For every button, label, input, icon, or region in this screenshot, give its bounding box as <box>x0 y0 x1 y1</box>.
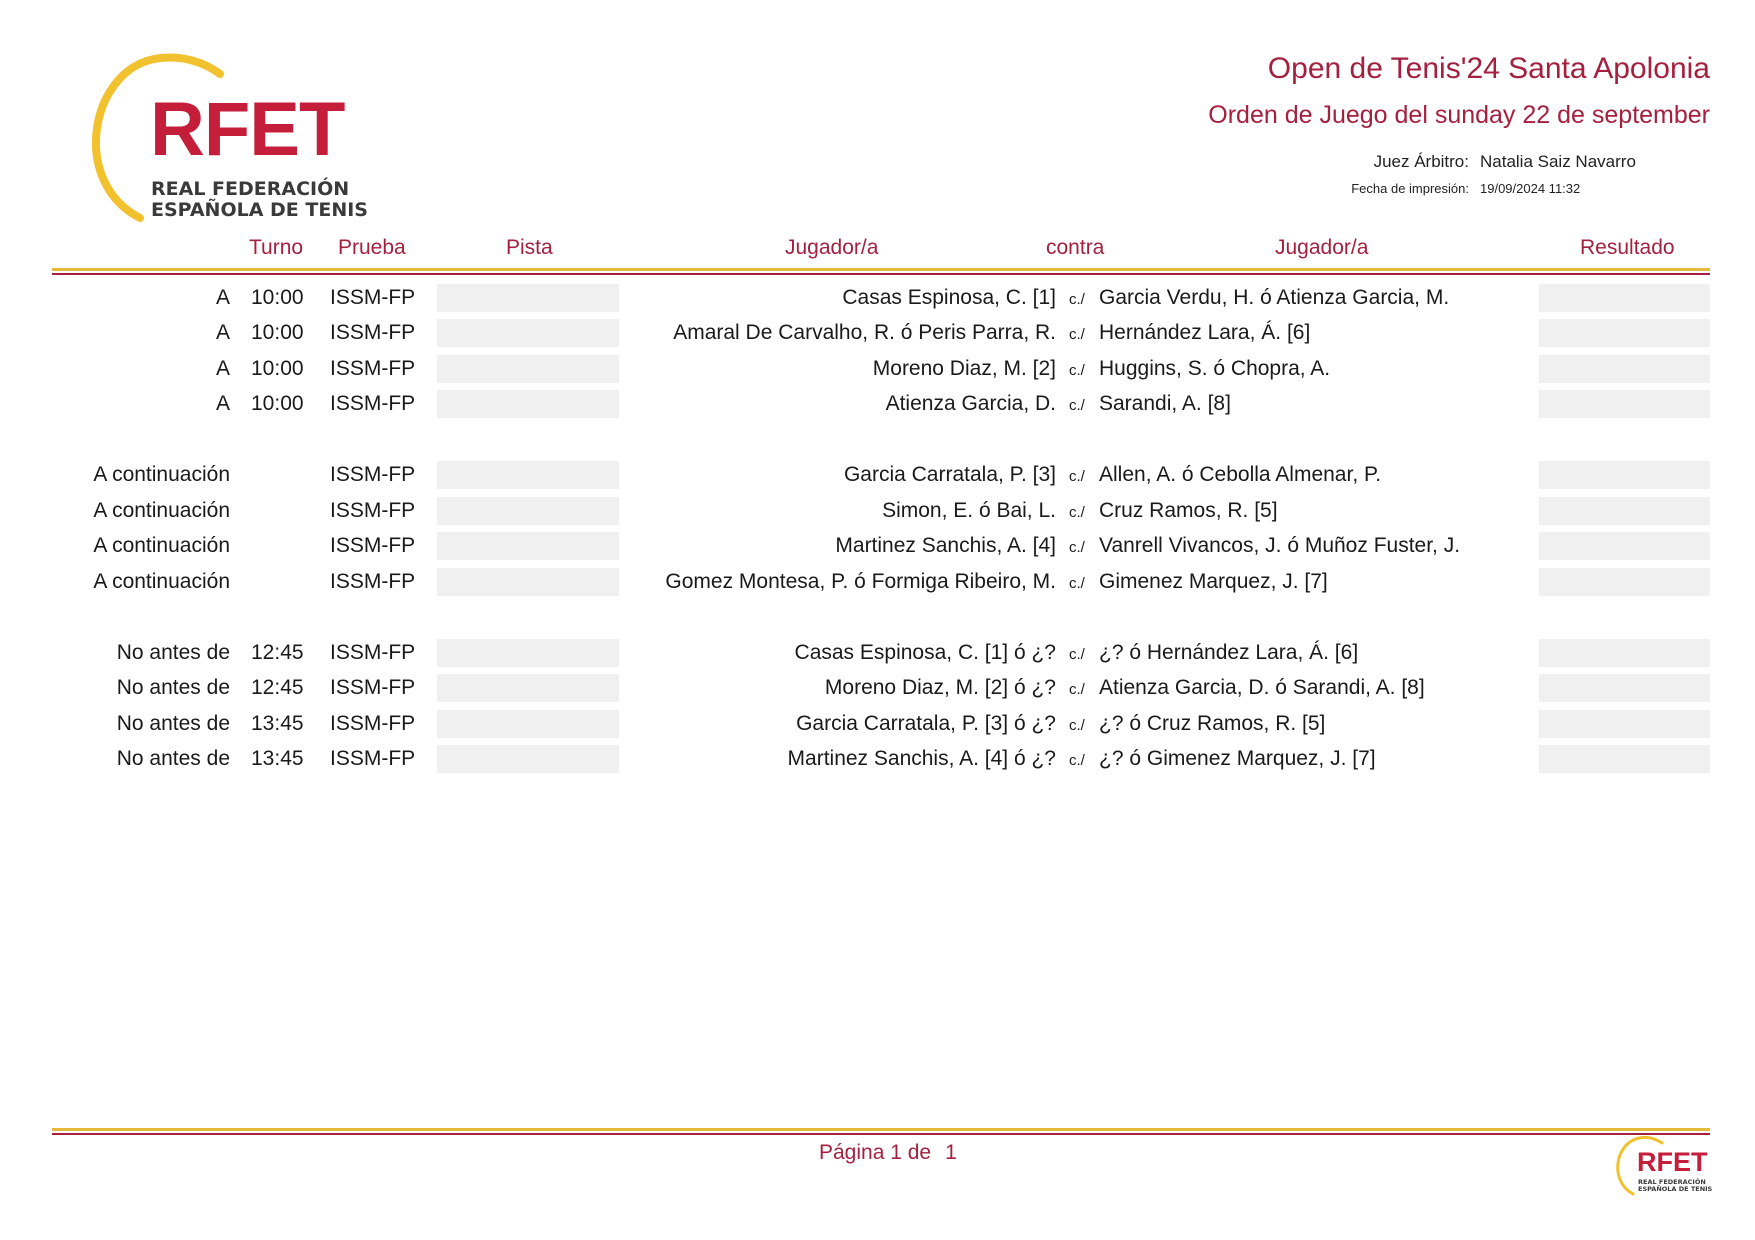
versus-cell: c./ <box>1069 291 1085 308</box>
versus-cell: c./ <box>1069 539 1085 556</box>
versus-cell: c./ <box>1069 468 1085 485</box>
page-indicator <box>819 1141 971 1165</box>
versus-cell: c./ <box>1069 397 1085 414</box>
resultado-cell <box>1539 319 1710 347</box>
turno-cell: A <box>215 357 230 380</box>
player2-cell: Gimenez Marquez, J. [7] <box>1099 570 1328 593</box>
logo-small-brand-text: RFET <box>1637 1147 1708 1177</box>
resultado-cell <box>1539 284 1710 312</box>
prueba-cell: ISSM-FP <box>330 392 416 415</box>
table-row <box>0 712 1755 740</box>
player1-cell: Casas Espinosa, C. [1] ó ¿? <box>794 641 1056 664</box>
prueba-cell: ISSM-FP <box>330 463 416 486</box>
player2-cell: Garcia Verdu, H. ó Atienza Garcia, M. <box>1099 286 1450 309</box>
turno-cell: A <box>215 392 230 415</box>
player2-cell: ¿? ó Hernández Lara, Á. [6] <box>1099 641 1359 664</box>
turno-cell: A continuación <box>93 534 230 557</box>
prueba-cell: ISSM-FP <box>330 747 416 770</box>
versus-cell: c./ <box>1069 646 1085 663</box>
player1-cell: Garcia Carratala, P. [3] ó ¿? <box>796 712 1056 735</box>
pista-cell <box>437 497 619 525</box>
column-header-contra: contra <box>1046 236 1105 259</box>
column-header-resultado: Resultado <box>1580 236 1675 259</box>
turno-cell: A continuación <box>93 463 230 486</box>
resultado-cell <box>1539 355 1710 383</box>
header-divider-gold <box>52 268 1710 271</box>
column-header-jugador-1: Jugador/a <box>785 236 879 259</box>
header-divider-red <box>52 273 1710 275</box>
prueba-cell: ISSM-FP <box>330 712 416 735</box>
prueba-cell: ISSM-FP <box>330 286 416 309</box>
prueba-cell: ISSM-FP <box>330 321 416 344</box>
column-header-pista: Pista <box>506 236 553 259</box>
versus-cell: c./ <box>1069 752 1085 769</box>
table-row <box>0 641 1755 669</box>
turno-cell: No antes de <box>116 712 230 735</box>
judge-label: Juez Árbitro: <box>1373 152 1469 171</box>
print-date-label: Fecha de impresión: <box>1351 181 1469 196</box>
pista-cell <box>437 284 619 312</box>
hora-cell: 10:00 <box>251 357 304 380</box>
pista-cell <box>437 639 619 667</box>
player1-cell: Moreno Diaz, M. [2] <box>872 357 1056 380</box>
table-row <box>0 676 1755 704</box>
resultado-cell <box>1539 390 1710 418</box>
table-row <box>0 463 1755 491</box>
prueba-cell: ISSM-FP <box>330 499 416 522</box>
footer-divider-red <box>52 1133 1710 1135</box>
table-row <box>0 499 1755 527</box>
prueba-cell: ISSM-FP <box>330 676 416 699</box>
resultado-cell <box>1539 461 1710 489</box>
column-header-turno: Turno <box>249 236 304 259</box>
turno-cell: No antes de <box>116 676 230 699</box>
player1-cell: Martinez Sanchis, A. [4] ó ¿? <box>787 747 1056 770</box>
player2-cell: ¿? ó Gimenez Marquez, J. [7] <box>1099 747 1376 770</box>
hora-cell: 10:00 <box>251 286 304 309</box>
player1-cell: Moreno Diaz, M. [2] ó ¿? <box>824 676 1056 699</box>
judge-name: Natalia Saiz Navarro <box>1480 152 1636 171</box>
turno-cell: A continuación <box>93 499 230 522</box>
rfet-logo-small <box>1615 1135 1715 1197</box>
resultado-cell <box>1539 745 1710 773</box>
player1-cell: Amaral De Carvalho, R. ó Peris Parra, R. <box>673 321 1056 344</box>
logo-small-line1-text: REAL FEDERACIÓN <box>1638 1178 1706 1186</box>
logo-line1-text: REAL FEDERACIÓN <box>151 178 350 200</box>
player1-cell: Casas Espinosa, C. [1] <box>842 286 1056 309</box>
resultado-cell <box>1539 710 1710 738</box>
player1-cell: Simon, E. ó Bai, L. <box>882 499 1056 522</box>
resultado-cell <box>1539 568 1710 596</box>
print-date: 19/09/2024 11:32 <box>1480 181 1581 196</box>
player1-cell: Gomez Montesa, P. ó Formiga Ribeiro, M. <box>665 570 1056 593</box>
table-row <box>0 357 1755 385</box>
turno-cell: No antes de <box>116 641 230 664</box>
rfet-logo-icon <box>88 52 368 227</box>
prueba-cell: ISSM-FP <box>330 641 416 664</box>
footer-divider-gold <box>52 1128 1710 1131</box>
logo-small-line2-text: ESPAÑOLA DE TENIS <box>1638 1185 1713 1193</box>
page-subtitle: Orden de Juego del sunday 22 de september <box>1208 101 1710 129</box>
resultado-cell <box>1539 532 1710 560</box>
versus-cell: c./ <box>1069 681 1085 698</box>
pista-cell <box>437 390 619 418</box>
versus-cell: c./ <box>1069 575 1085 592</box>
prueba-cell: ISSM-FP <box>330 570 416 593</box>
resultado-cell <box>1539 639 1710 667</box>
rfet-logo <box>88 52 368 227</box>
hora-cell: 13:45 <box>251 712 304 735</box>
prueba-cell: ISSM-FP <box>330 357 416 380</box>
player2-cell: Huggins, S. ó Chopra, A. <box>1099 357 1331 380</box>
player2-cell: Atienza Garcia, D. ó Sarandi, A. [8] <box>1099 676 1425 699</box>
turno-cell: A <box>215 286 230 309</box>
table-row <box>0 534 1755 562</box>
table-row <box>0 321 1755 349</box>
pista-cell <box>437 319 619 347</box>
hora-cell: 10:00 <box>251 321 304 344</box>
logo-line2-text: ESPAÑOLA DE TENIS <box>151 199 368 221</box>
turno-cell: No antes de <box>116 747 230 770</box>
player2-cell: Cruz Ramos, R. [5] <box>1099 499 1278 522</box>
versus-cell: c./ <box>1069 326 1085 343</box>
pista-cell <box>437 568 619 596</box>
turno-cell: A continuación <box>93 570 230 593</box>
page-label: Página 1 de <box>819 1141 932 1164</box>
logo-brand-text: RFET <box>150 87 345 172</box>
resultado-cell <box>1539 497 1710 525</box>
hora-cell: 12:45 <box>251 641 304 664</box>
pista-cell <box>437 532 619 560</box>
hora-cell: 12:45 <box>251 676 304 699</box>
table-row <box>0 392 1755 420</box>
rfet-logo-small-icon <box>1615 1135 1715 1197</box>
pista-cell <box>437 745 619 773</box>
prueba-cell: ISSM-FP <box>330 534 416 557</box>
player1-cell: Atienza Garcia, D. <box>885 392 1056 415</box>
column-header-prueba: Prueba <box>338 236 406 259</box>
hora-cell: 13:45 <box>251 747 304 770</box>
page-title: Open de Tenis'24 Santa Apolonia <box>1267 52 1710 85</box>
hora-cell: 10:00 <box>251 392 304 415</box>
versus-cell: c./ <box>1069 504 1085 521</box>
pista-cell <box>437 461 619 489</box>
pista-cell <box>437 710 619 738</box>
player2-cell: ¿? ó Cruz Ramos, R. [5] <box>1099 712 1326 735</box>
pista-cell <box>437 355 619 383</box>
player2-cell: Allen, A. ó Cebolla Almenar, P. <box>1099 463 1382 486</box>
table-row <box>0 286 1755 314</box>
table-row <box>0 570 1755 598</box>
table-row <box>0 747 1755 775</box>
column-header-jugador-2: Jugador/a <box>1275 236 1369 259</box>
versus-cell: c./ <box>1069 362 1085 379</box>
page-total: 1 <box>945 1141 957 1164</box>
versus-cell: c./ <box>1069 717 1085 734</box>
player2-cell: Sarandi, A. [8] <box>1099 392 1231 415</box>
player2-cell: Hernández Lara, Á. [6] <box>1099 321 1311 344</box>
player1-cell: Martinez Sanchis, A. [4] <box>835 534 1056 557</box>
resultado-cell <box>1539 674 1710 702</box>
player2-cell: Vanrell Vivancos, J. ó Muñoz Fuster, J. <box>1099 534 1461 557</box>
turno-cell: A <box>215 321 230 344</box>
pista-cell <box>437 674 619 702</box>
player1-cell: Garcia Carratala, P. [3] <box>843 463 1056 486</box>
